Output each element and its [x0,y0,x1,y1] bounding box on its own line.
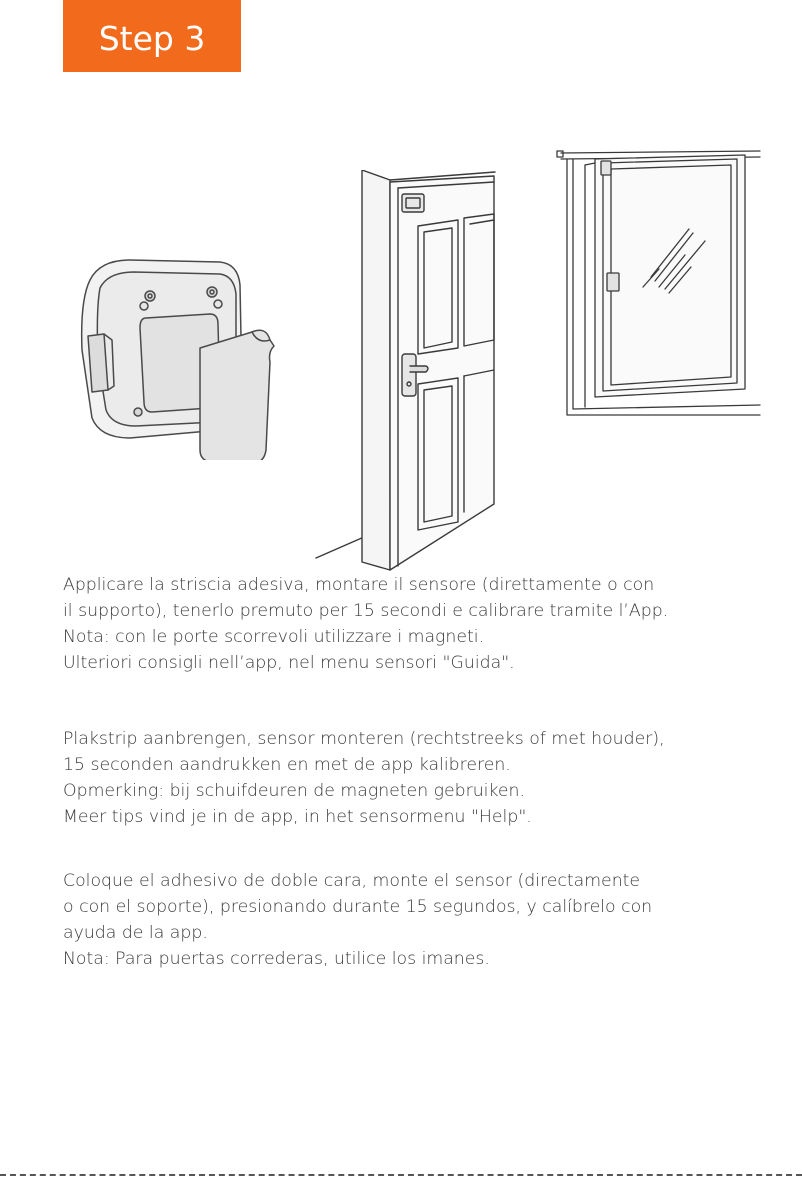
text-line: Plakstrip aanbrengen, sensor monteren (rechtstreeks of met houder), [63,729,665,749]
instructions-dutch [63,726,743,830]
text-line: il supporto), tenerlo premuto per 15 secondi e calibrare tramite l’App. [63,601,669,621]
text-line: 15 seconden aandrukken en met de app kalibreren. [63,755,511,775]
text-line: Applicare la striscia adesiva, montare il sensore (direttamente o con [63,575,655,595]
text-line: o con el soporte), presionando durante 15 segundos, y calíbrelo con [63,897,653,917]
text-line: Opmerking: bij schuifdeuren de magneten gebruiken. [63,781,525,801]
step-badge: Step 3 [63,0,241,72]
text-line: Coloque el adhesivo de doble cara, monte el sensor (directamente [63,871,641,891]
text-line: ayuda de la app. [63,923,208,943]
door-illustration [310,170,500,580]
illustrations [0,80,802,500]
text-line: Nota: Para puertas correderas, utilice los imanes. [63,949,490,969]
text-line: Meer tips vind je in de app, in het sensormenu "Help". [63,807,532,827]
sensor-illustration [60,240,290,460]
instructions-spanish [63,868,743,972]
window-illustration [555,145,770,425]
page-bottom-divider [0,1174,802,1176]
text-line: Nota: con le porte scorrevoli utilizzare i magneti. [63,627,485,647]
text-line: Ulteriori consigli nell’app, nel menu sensori "Guida". [63,653,515,673]
instructions-italian [63,572,743,676]
